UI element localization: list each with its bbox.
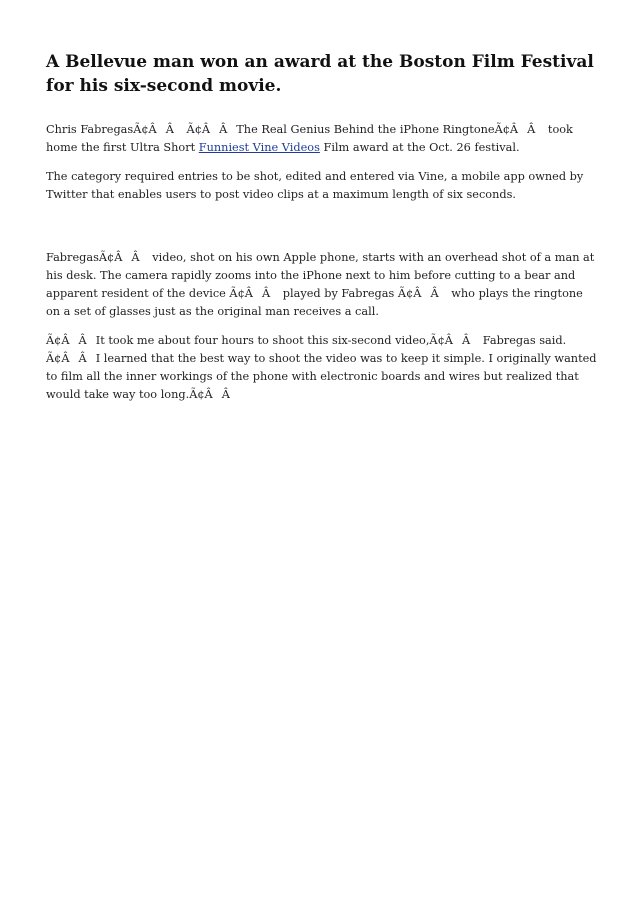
article-title: A Bellevue man won an award at the Boston Film Festival for his six-second movie. [46, 52, 594, 96]
document-page [46, 50, 598, 404]
paragraph-category: The category required entries to be shot, edited and entered via Vine, a mobile app owned by Twitter that enables users to post video clips at a maximum length of six seconds. [46, 170, 584, 201]
funniest-vine-videos-link[interactable]: Funniest Vine Videos [198, 141, 320, 154]
paragraph-quote: Ã¢ÂÂIt took me about four hours to shoot this six-second video,Ã¢ÂÂ Fabregas said. Ã¢ÂÂI learned that the best way to shoot the video was to keep it simple. I originally wanted to film all the inner workings of the phone with electronic boards and wires but realized that would take way too long.Ã¢ÂÂ [46, 334, 597, 401]
paragraph-intro-text-end: Film award at the Oct. 26 festival. [319, 141, 520, 154]
paragraph-intro-text-start: Chris FabregasÃ¢ÂÂ Ã¢ÂÂThe Real Genius Behind the iPhone RingtoneÃ¢ÂÂ took home the first Ultra Short [46, 123, 573, 154]
paragraph-video-description: FabregasÃ¢ÂÂ video, shot on his own Apple phone, starts with an overhead shot of a man at his desk. The camera rapidly zooms into the iPhone next to him before cutting to a bear and apparent resident of the device Ã¢ÂÂ played by Fabregas Ã¢ÂÂ who plays the ringtone on a set of glasses just as the original man receives a call. [46, 251, 595, 318]
paragraph-intro [46, 121, 598, 157]
